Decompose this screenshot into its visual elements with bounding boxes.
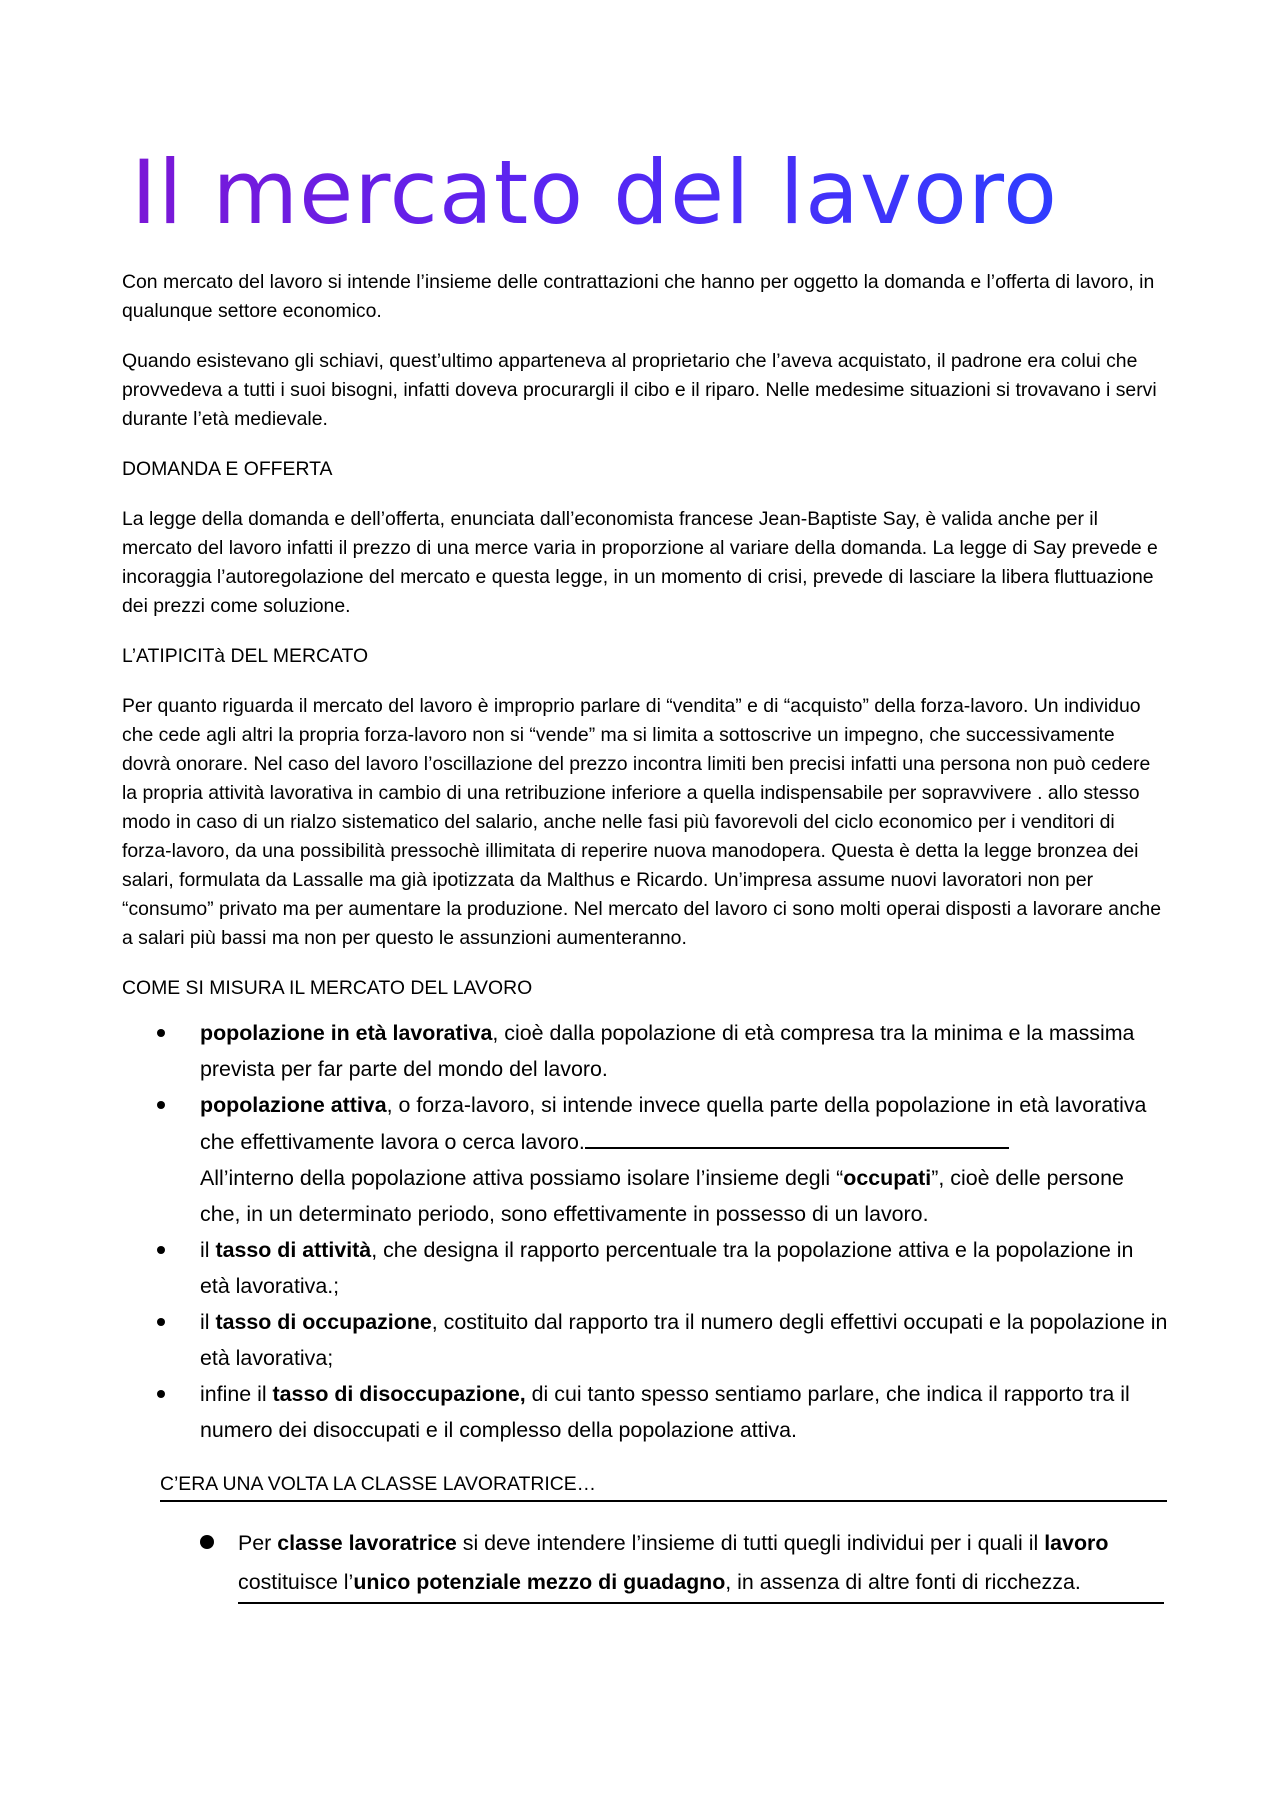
atypical-paragraph: Per quanto riguarda il mercato del lavoro è improprio parlare di “vendita” e di “acquisto” della forza-lavoro. Un individuo che cede agli altri la propria forza-lavoro non si “vende” ma si limita a sottoscrive un impegno, che successivamente dovrà onorare. Nel caso del lavoro l’oscillazione del prezzo incontra limiti ben precisi infatti una persona non può cedere la propria attività lavorativa in cambio di una retribuzione inferiore a quella indispensabile per sopravvivere . allo stesso modo in caso di un rialzo sistematico del salario, anche nelle fasi più favorevoli del ciclo economico per i venditori di forza-lavoro, da una possibilità pressochè illimitata di reperire nuova manodopera. Questa è detta la legge bronzea dei salari, formulata da Lassalle ma già ipotizzata da Malthus e Ricardo. Un’impresa assume nuovi lavoratori non per “consumo” privato ma per aumentare la produzione. Nel mercato del lavoro ci sono molti operai disposti a lavorare anche a salari più bassi ma non per questo le assunzioni aumenteranno. — [122, 695, 1161, 949]
history-paragraph: Quando esistevano gli schiavi, quest’ultimo apparteneva al proprietario che l’aveva acquistato, il padrone era colui che provvedeva a tutti i suoi bisogni, infatti doveva procurargli il cibo e il riparo. Nelle medesime situazioni si trovavano i servi durante l’età medievale. — [122, 350, 1157, 430]
underline-rule — [585, 1123, 1009, 1149]
list-item: il tasso di occupazione, costituito dal rapporto tra il numero degli effettivi occupati e la popolazione in età lavorativa; — [200, 1304, 1168, 1376]
heading-demand: DOMANDA E OFFERTA — [122, 458, 333, 480]
term-bold: tasso di occupazione — [215, 1310, 432, 1334]
list-item: Per classe lavoratrice si deve intendere l’insieme di tutti quegli individui per i quali il lavoro costituisce l’unico potenziale mezzo di guadagno, in assenza di altre fonti di ricchezza. — [238, 1524, 1164, 1604]
heading-class: C’ERA UNA VOLTA LA CLASSE LAVORATRICE… — [160, 1470, 1167, 1502]
occupati-sentence: All’interno della popolazione attiva possiamo isolare l’insieme degli “occupati”, cioè delle persone che, in un determinato periodo, sono effettivamente in possesso di un lavoro. — [200, 1166, 1124, 1226]
list-item: il tasso di attività, che designa il rapporto percentuale tra la popolazione attiva e la popolazione in età lavorativa.; — [200, 1232, 1168, 1304]
page-title: Il mercato del lavoro — [131, 138, 1058, 248]
heading-measure: COME SI MISURA IL MERCATO DEL LAVORO — [122, 977, 533, 999]
list-item: popolazione attiva, o forza-lavoro, si intende invece quella parte della popolazione in età lavorativa che effettivamente lavora o cerca lavoro. All’interno della popolazione attiva possiamo isolare l’insieme degli “occupati”, cioè delle persone che, in un determinato periodo, sono effettivamente in possesso di un lavoro. — [200, 1087, 1168, 1232]
measure-list — [122, 1015, 1168, 1448]
term-bold: tasso di attività — [215, 1238, 372, 1262]
list-item: infine il tasso di disoccupazione, di cui tanto spesso sentiamo parlare, che indica il rapporto tra il numero dei disoccupati e il complesso della popolazione attiva. — [200, 1376, 1168, 1448]
demand-paragraph: La legge della domanda e dell’offerta, enunciata dall’economista francese Jean-Baptiste Say, è valida anche per il mercato del lavoro infatti il prezzo di una merce varia in proporzione al variare della domanda. La legge di Say prevede e incoraggia l’autoregolazione del mercato e questa legge, in un momento di crisi, prevede di lasciare la libera fluttuazione dei prezzi come soluzione. — [122, 508, 1158, 617]
list-item: popolazione in età lavorativa, cioè dalla popolazione di età compresa tra la minima e la massima prevista per far parte del mondo del lavoro. — [200, 1015, 1168, 1087]
term-bold: popolazione attiva — [200, 1093, 387, 1117]
class-list — [122, 1524, 1168, 1604]
term-bold: popolazione in età lavorativa — [200, 1021, 493, 1045]
heading-atypical: L’ATIPICITà DEL MERCATO — [122, 645, 369, 667]
term-bold: tasso di disoccupazione, — [272, 1382, 526, 1406]
intro-paragraph: Con mercato del lavoro si intende l’insieme delle contrattazioni che hanno per oggetto la domanda e l’offerta di lavoro, in qualunque settore economico. — [122, 271, 1155, 322]
document-body — [122, 268, 1168, 1604]
